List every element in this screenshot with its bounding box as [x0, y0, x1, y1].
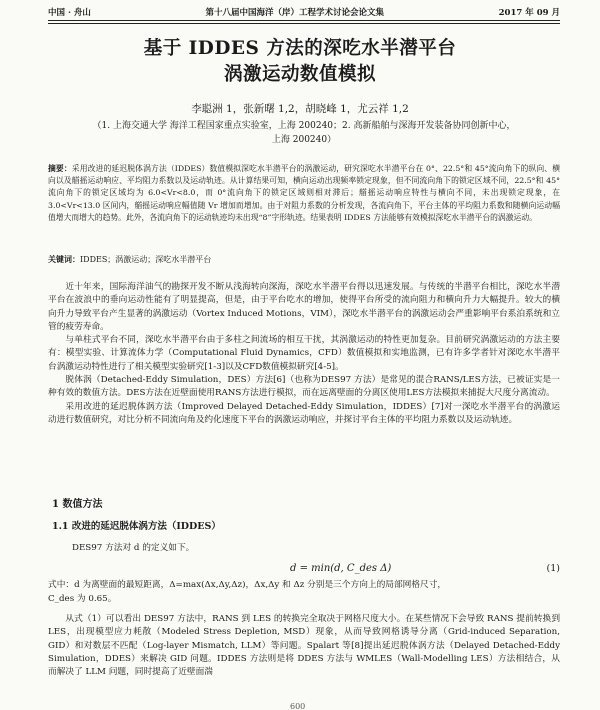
- header-center: 第十八届中国海洋（岸）工程学术讨论会论文集: [205, 8, 385, 18]
- subsection-heading: 1.1 改进的延迟脱体涡方法（IDDES）: [52, 521, 221, 532]
- keywords-label: 关键词：: [48, 254, 80, 264]
- equation-description: [48, 578, 560, 606]
- abstract-text: 采用改进的延迟脱体涡方法（IDDES）数值模拟深吃水半潜平台的涡激运动，研究深吃水半潜平台在 0°、22.5°和 45°流向角下的纵向、横向以及艏摇运动响应、平均阻力系数以及运动轨迹。从计算结果可知，横向运动出现频率锁定现象，但不同流向角下的锁定区域不同，22.5°和 45°流向角下的锁定区域均为 6.0<Vr<8.0，而 0°流向角下的锁定区域则相对滞后；艏摇运动响应特性与横向不同，未出现锁定现象，在 3.0<Vr<13.0 区间内，艏摇运动响应幅值随 Vr 增加而增加。由于对阻力系数的分析发现，各流向角下，平台主体的平均阻力系数和随横向运动幅值增大而增大的趋势。此外，各流向角下的运动轨迹均未出现“8”字形轨迹。结果表明 IDDES 方法能够有效模拟深吃水半潜平台的涡激运动。: [48, 164, 560, 222]
- introduction: [48, 281, 560, 427]
- paragraph: 脱体涡（Detached-Eddy Simulation，DES）方法[6]（也称为DES97 方法）是常见的混合RANS/LES方法，已被证实是一种有效的数值方法。DES方法在近壁面使用RANS方法进行模拟，而在远离壁面的分离区使用LES方法模拟来捕捉大尺度分离流动。: [48, 375, 560, 399]
- abstract-label: 摘要：: [48, 164, 72, 173]
- abstract: [48, 163, 560, 224]
- header-rule-thin: [48, 23, 560, 24]
- keywords: [48, 254, 560, 265]
- section-heading: 1 数值方法: [52, 499, 103, 510]
- affiliation: [44, 119, 564, 147]
- title-line-2: 涡激运动数值模拟: [223, 64, 376, 85]
- header-rule: [48, 20, 560, 21]
- des97-line: DES97 方法对 d 的定义如下。: [72, 543, 195, 553]
- paragraph: 近十年来，国际海洋油气的勘探开发不断从浅海转向深海，深吃水半潜平台得以迅速发展。与传统的半潜平台相比，深吃水半潜平台在波浪中的垂向运动性能有了明显提高，但是，由于平台吃水的增加，使得平台所受的流向阻力和横向升力大幅提升。较大的横向升力导致平台产生显著的涡激运动（Vortex Induced Motions，VIM），深吃水半潜平台的涡激运动会严重影响平台系泊系统和立管的疲劳寿命。: [48, 282, 560, 332]
- page-number: 600: [290, 702, 306, 710]
- affiliation-line-2: 上海 200240）: [271, 135, 337, 145]
- title-line-1: 基于 IDDES 方法的深吃水半潜平台: [143, 38, 457, 59]
- equation-description-line-1: 式中：d 为离壁面的最短距离，Δ=max(Δx,Δy,Δz)，Δx,Δy 和 Δz 分别是三个方向上的局部网格尺寸，: [48, 580, 447, 590]
- paragraph: 采用改进的延迟脱体涡方法（Improved Delayed Detached-Eddy Simulation，IDDES）[7]对一深吃水半潜平台的涡激运动进行数值研究，对比分析不同流向角及约化速度下平台的涡激运动响应，并探讨平台主体的平均阻力系数以及运动轨迹。: [48, 401, 560, 425]
- equation-number: (1): [546, 563, 560, 574]
- method-text: [48, 613, 560, 679]
- equation: d = min(d, C_des Δ): [290, 563, 392, 574]
- header-right: 2017 年 09 月: [498, 8, 560, 18]
- keywords-text: IDDES；涡激运动；深吃水半潜平台: [80, 255, 212, 264]
- header-left: 中国 · 舟山: [48, 8, 91, 18]
- affiliation-line-1: （1. 上海交通大学 海洋工程国家重点实验室，上海 200240；2. 高新船舶与深海开发装备协同创新中心，: [92, 121, 516, 131]
- paragraph: 与单柱式平台不同，深吃水半潜平台由于多柱之间流场的相互干扰，其涡激运动的特性更加复杂。目前研究涡激运动的方法主要有：模型实验、计算流体力学（Computational Fluid Dynamics，CFD）数值模拟和实地监测，已有许多学者针对深吃水半潜平台涡激运动特性进行了相关模型实验研究[1-3]以及CFD数值模拟研究[4-5]。: [48, 335, 560, 372]
- paper-title: [40, 36, 560, 88]
- authors: 李聪洲 1，张新曙 1,2，胡晓峰 1，尤云祥 1,2: [191, 103, 409, 115]
- paragraph: 从式（1）可以看出 DES97 方法中，RANS 到 LES 的转换完全取决于网格尺度大小。在某些情况下会导致 RANS 提前转换到 LES，出现模型应力耗散（Modeled Stress Depletion, MSD）现象，从而导致网格诱导分离（Grid-induced Separation, GID）和对数层不匹配（Log-layer Mismatch, LLM）等问题。Spalart 等[8]提出延迟脱体涡方法（Delayed Detached-Eddy Simulation，DDES）来解决 GID 问题。IDDES 方法则是将 DDES 方法与 WMLES（Wall-Modelling LES）方法相结合，从而解决了 LLM 问题，同时提高了近壁面湍: [48, 614, 560, 678]
- equation-description-line-2: C_des 为 0.65。: [48, 594, 117, 604]
